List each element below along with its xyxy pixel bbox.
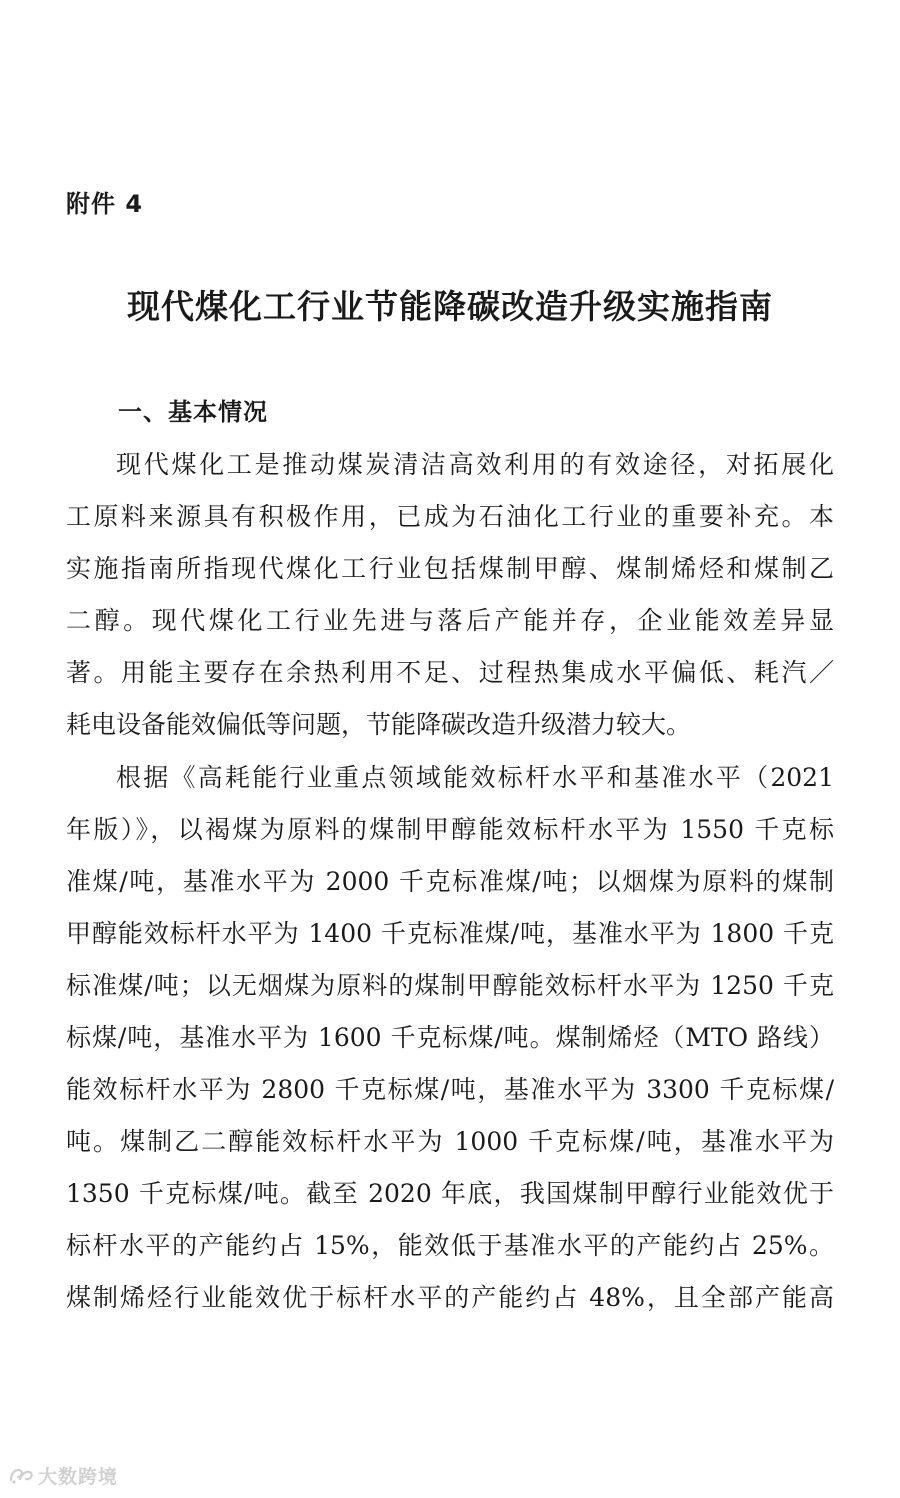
body-line: 1350 千克标煤/吨。截至 2020 年底，我国煤制甲醇行业能效优于 bbox=[66, 1179, 834, 1208]
body-line: 耗电设备能效偏低等问题，节能降碳改造升级潜力较大。 bbox=[66, 710, 692, 739]
body-line: 标杆水平的产能约占 15%，能效低于基准水平的产能约占 25%。 bbox=[66, 1231, 834, 1260]
body-line: 煤制烯烃行业能效优于标杆水平的产能约占 48%，且全部产能高 bbox=[66, 1283, 834, 1312]
body-line: 吨。煤制乙二醇能效标杆水平为 1000 千克标煤/吨，基准水平为 bbox=[66, 1127, 834, 1156]
body-line: 著。用能主要存在余热利用不足、过程热集成水平偏低、耗汽／ bbox=[66, 658, 834, 687]
watermark bbox=[8, 1460, 118, 1490]
document-title: 现代煤化工行业节能降碳改造升级实施指南 bbox=[127, 287, 773, 326]
body-line: 根据《高耗能行业重点领域能效标杆水平和基准水平（2021 bbox=[116, 763, 834, 792]
body-line: 标煤/吨，基准水平为 1600 千克标煤/吨。煤制烯烃（MTO 路线） bbox=[66, 1023, 834, 1052]
body-line: 能效标杆水平为 2800 千克标煤/吨，基准水平为 3300 千克标煤/ bbox=[66, 1075, 834, 1104]
attachment-label: 附件 4 bbox=[66, 190, 144, 218]
body-line: 准煤/吨，基准水平为 2000 千克标准煤/吨；以烟煤为原料的煤制 bbox=[66, 867, 834, 896]
watermark-text: 大数跨境 bbox=[38, 1465, 119, 1488]
body-line: 甲醇能效标杆水平为 1400 千克标准煤/吨，基准水平为 1800 千克 bbox=[66, 919, 834, 948]
body-line: 实施指南所指现代煤化工行业包括煤制甲醇、煤制烯烃和煤制乙 bbox=[66, 554, 834, 583]
watermark-logo-icon bbox=[8, 1464, 34, 1486]
body-line: 二醇。现代煤化工行业先进与落后产能并存，企业能效差异显 bbox=[66, 606, 834, 635]
body-line: 现代煤化工是推动煤炭清洁高效利用的有效途径，对拓展化 bbox=[116, 450, 834, 479]
section-heading: 一、基本情况 bbox=[118, 398, 268, 426]
body-line: 工原料来源具有积极作用，已成为石油化工行业的重要补充。本 bbox=[66, 502, 834, 531]
body-line: 标准煤/吨；以无烟煤为原料的煤制甲醇能效标杆水平为 1250 千克 bbox=[66, 971, 834, 1000]
body-line: 年版）》，以褐煤为原料的煤制甲醇能效标杆水平为 1550 千克标 bbox=[66, 815, 834, 844]
